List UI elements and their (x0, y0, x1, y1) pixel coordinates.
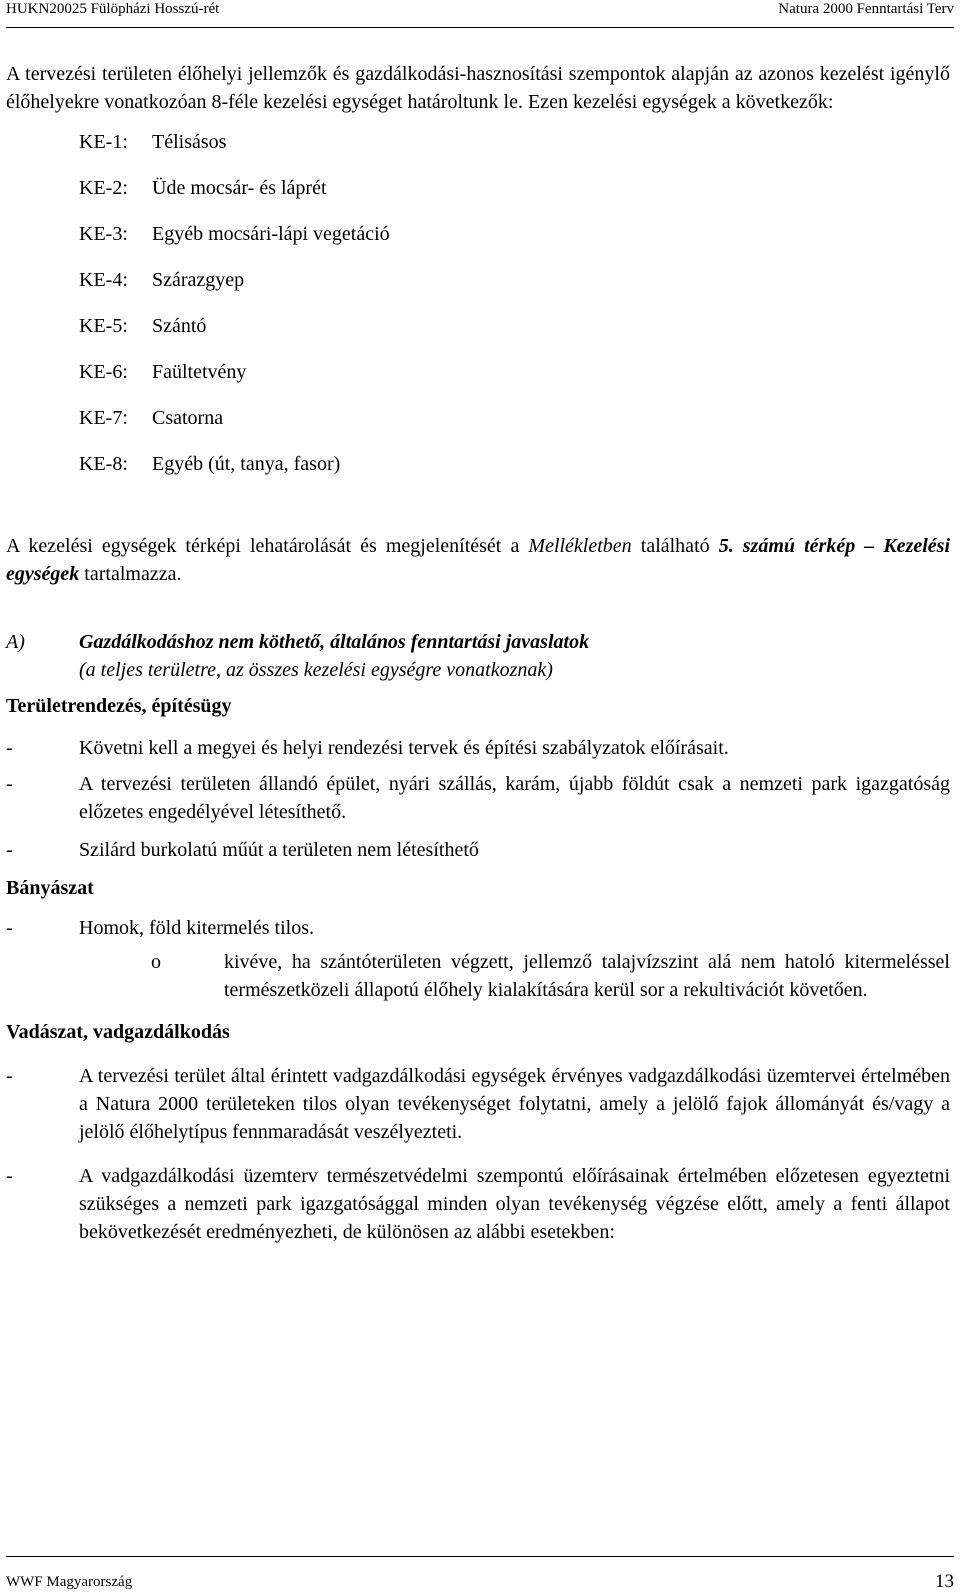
management-unit-list (79, 128, 950, 496)
list-item-text: Követni kell a megyei és helyi rendezési tervek és építési szabályzatok előírásait. (79, 737, 729, 759)
unit-code: KE-5: (79, 315, 128, 337)
list-item (6, 914, 950, 942)
intro-paragraph: A tervezési területen élőhelyi jellemzők és gazdálkodási-hasznosítási szempontok alapján az azonos kezelést igénylő élőhelyekre vonatkozóan 8-féle kezelési egységet határoltunk le. Ezen kezelési egységek a következők: (6, 63, 950, 113)
list-item-text: A tervezési területen állandó épület, nyári szállás, karám, újabb földút csak a nemzeti park igazgatóság előzetes engedélyével létesíthető. (79, 773, 950, 823)
management-unit-item (79, 220, 950, 266)
section-a (6, 628, 950, 684)
unit-code: KE-8: (79, 453, 128, 475)
unit-name: Szántó (152, 315, 207, 337)
management-unit-item (79, 358, 950, 404)
section-a-label: A) (6, 631, 25, 653)
header-document-title: Natura 2000 Fenntartási Terv (778, 1, 954, 17)
header-rule (6, 27, 954, 28)
document-body (6, 60, 950, 1246)
unit-code: KE-6: (79, 361, 128, 383)
unit-name: Szárazgyep (152, 269, 245, 291)
unit-name: Faültetvény (152, 361, 247, 383)
heading-banyaszat: Bányászat (6, 877, 94, 899)
list-item (6, 1062, 950, 1146)
management-unit-item (79, 404, 950, 450)
list-item-text: A vadgazdálkodási üzemterv természetvédelmi szempontú előírásainak értelmében előzetesen egyeztetni szükséges a nemzeti park igazgatósággal minden olyan tevékenység végzése előtt, amely a fenti állapot bekövetkezését eredményezheti, de különösen az alábbi esetekben: (79, 1165, 950, 1243)
unit-name: Egyéb mocsári-lápi vegetáció (152, 223, 390, 245)
unit-name: Télisásos (152, 131, 227, 153)
circle-bullet: o (151, 951, 161, 973)
management-unit-item (79, 312, 950, 358)
unit-code: KE-7: (79, 407, 128, 429)
list-item-text: A tervezési terület által érintett vadgazdálkodási egységek érvényes vadgazdálkodási üzemtervei értelmében a Natura 2000 területeken tilos olyan tevékenységet folytatni, amely a jelölő fajok állományát és/vagy a jelölő élőhelytípus fennmaradását veszélyezteti. (79, 1065, 950, 1143)
heading-teruletrendezes: Területrendezés, építésügy (6, 695, 232, 717)
section-a-subtitle: (a teljes területre, az összes kezelési egységre vonatkoznak) (79, 659, 553, 681)
page-number: 13 (935, 1571, 954, 1592)
dash-bullet: - (6, 839, 13, 861)
dash-bullet: - (6, 737, 13, 759)
footer-rule (6, 1556, 954, 1557)
footer-organization: WWF Magyarország (6, 1574, 133, 1590)
dash-bullet: - (6, 1065, 13, 1087)
list-item-text: Homok, föld kitermelés tilos. (79, 917, 314, 939)
unit-code: KE-4: (79, 269, 128, 291)
dash-bullet: - (6, 917, 13, 939)
list-item (6, 770, 950, 826)
management-unit-item (79, 450, 950, 496)
dash-bullet: - (6, 1165, 13, 1187)
unit-code: KE-1: (79, 131, 128, 153)
ref-text-2: található (631, 535, 719, 557)
ref-annex: Mellékletben (528, 535, 632, 557)
dash-bullet: - (6, 773, 13, 795)
management-unit-item (79, 128, 950, 174)
list-item (6, 734, 950, 762)
sub-list-item-text: kivéve, ha szántóterületen végzett, jellemző talajvízszint alá nem hatoló kitermeléssel természetközeli állapotú élőhely kialakítására kerül sor a rekultivációt követően. (224, 951, 950, 1001)
page-footer (6, 1573, 954, 1591)
list-item (6, 1162, 950, 1246)
management-unit-item (79, 266, 950, 312)
list-item (6, 836, 950, 864)
unit-name: Egyéb (út, tanya, fasor) (152, 453, 341, 475)
unit-name: Csatorna (152, 407, 224, 429)
map-reference-paragraph (6, 532, 950, 588)
management-unit-item (79, 174, 950, 220)
ref-text-1: A kezelési egységek térképi lehatárolását és megjelenítését a (6, 535, 529, 557)
unit-name: Üde mocsár- és láprét (152, 177, 327, 199)
section-a-title: Gazdálkodáshoz nem köthető, általános fenntartási javaslatok (79, 631, 590, 653)
sub-list-item (151, 948, 950, 1004)
unit-code: KE-2: (79, 177, 128, 199)
list-item-text: Szilárd burkolatú műút a területen nem létesíthető (79, 839, 479, 861)
unit-code: KE-3: (79, 223, 128, 245)
heading-vadaszat: Vadászat, vadgazdálkodás (6, 1021, 230, 1043)
ref-map-title: 5. számú térkép – Kezelési egységek (6, 535, 950, 585)
page-header (6, 0, 954, 22)
header-document-id: HUKN20025 Fülöpházi Hosszú-rét (6, 1, 220, 17)
ref-text-3: tartalmazza. (79, 563, 182, 585)
